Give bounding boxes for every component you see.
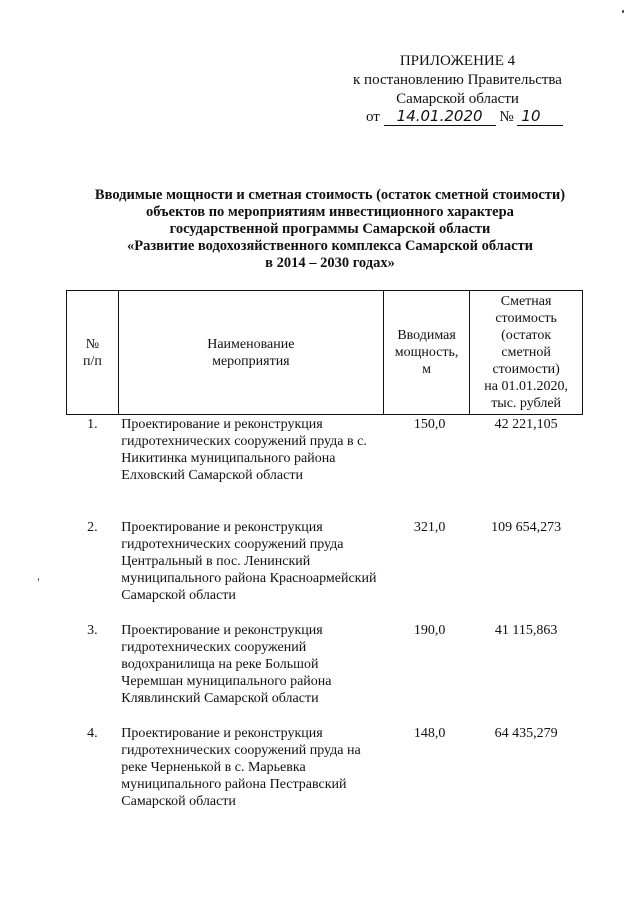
title-line: «Развитие водохозяйственного комплекса Самарской области — [126, 238, 534, 254]
row-num: 3. — [87, 623, 98, 638]
row-cost: 64 435,279 — [494, 726, 558, 741]
appendix-region: Самарской области — [396, 91, 519, 107]
document-title — [60, 187, 600, 272]
title-line: объектов по мероприятиям инвестиционного характера — [146, 204, 514, 220]
table-header-row — [67, 291, 583, 415]
date-prefix: от — [366, 109, 380, 125]
row-num: 2. — [87, 520, 98, 535]
scan-speck — [38, 578, 39, 581]
table-row — [67, 415, 583, 519]
row-name: Проектирование и реконструкция гидротехнических сооружений пруда в с. Никитинка муниципального района Елховский Самарской области — [121, 417, 367, 483]
header-cost: Сметная стоимость (остаток сметной стоимости) на 01.01.2020, тыс. рублей — [470, 291, 583, 415]
appendix-subtitle: к постановлению Правительства — [353, 72, 562, 88]
table-row — [67, 621, 583, 724]
decree-date-number — [366, 108, 563, 127]
title-line: в 2014 – 2030 годах» — [265, 255, 395, 271]
row-power: 148,0 — [413, 726, 446, 741]
appendix-block — [330, 52, 585, 109]
row-cost: 41 115,863 — [494, 623, 558, 638]
header-power: Вводимая мощность, м — [383, 291, 469, 415]
header-num: № п/п — [67, 291, 119, 415]
row-name: Проектирование и реконструкция гидротехнических сооружений пруда на реке Черненькой в с. Марьевка муниципального района Пестравский Самарской области — [121, 726, 361, 809]
table-row — [67, 724, 583, 827]
row-num: 4. — [87, 726, 98, 741]
decree-number: 10 — [517, 108, 563, 126]
number-prefix: № — [499, 109, 514, 125]
row-cost: 109 654,273 — [491, 520, 562, 535]
header-name: Наименование мероприятия — [118, 291, 383, 415]
row-power: 150,0 — [413, 417, 446, 432]
row-name: Проектирование и реконструкция гидротехнических сооружений водохранилища на реке Большой Черемшан муниципального района Клявлинский Самарской области — [121, 623, 332, 706]
scan-speck — [622, 10, 624, 13]
row-power: 321,0 — [413, 520, 446, 535]
decree-date: 14.01.2020 — [384, 108, 496, 126]
title-line: государственной программы Самарской области — [169, 221, 491, 237]
table-row — [67, 518, 583, 621]
title-line: Вводимые мощности и сметная стоимость (остаток сметной стоимости) — [94, 187, 566, 203]
capacity-cost-table — [66, 290, 583, 827]
row-name: Проектирование и реконструкция гидротехнических сооружений пруда Центральный в пос. Ленинский муниципального района Красноармейский Самарской области — [121, 520, 377, 603]
row-num: 1. — [87, 417, 98, 432]
row-cost: 42 221,105 — [494, 417, 558, 432]
row-power: 190,0 — [413, 623, 446, 638]
appendix-heading: ПРИЛОЖЕНИЕ 4 — [399, 53, 516, 69]
